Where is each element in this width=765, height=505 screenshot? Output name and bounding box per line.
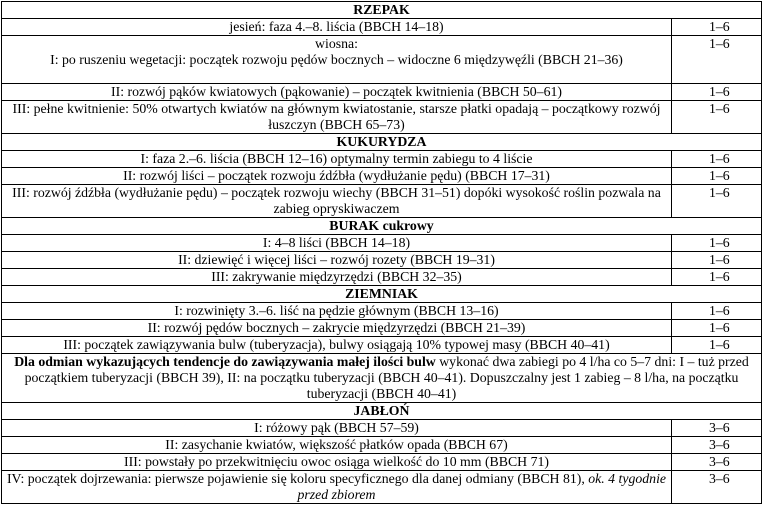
stage-text: II: dziewięć i więcej liści – rozwój rozety (BBCH 19–31) <box>2 252 672 269</box>
dose-value: 1–6 <box>672 185 762 218</box>
stage-text: III: zakrywanie międzyrzędzi (BBCH 32–35) <box>2 269 672 286</box>
dose-value: 1–6 <box>672 252 762 269</box>
section-title-ziemniak: ZIEMNIAK <box>2 286 762 303</box>
table-row <box>2 252 762 269</box>
dose-value: 1–6 <box>672 337 762 354</box>
stage-text: I: różowy pąk (BBCH 57–59) <box>2 420 672 437</box>
note-rest-text: wykonać dwa zabiegi po 4 l/ha co 5–7 dni: I – tuż przed początkiem tuberyzacji (BBCH 39), II: na początku tuberyzacji (BBCH 40–41). Dopuszczalny jest 1 zabieg – 8 l/ha, na początku tuberyzacji (BBCH 40–41) <box>24 354 749 401</box>
table-row <box>2 36 762 84</box>
table-row <box>2 19 762 36</box>
dose-value: 1–6 <box>672 320 762 337</box>
dose-value: 1–6 <box>672 36 762 84</box>
table-row <box>2 420 762 437</box>
dose-value: 1–6 <box>672 235 762 252</box>
stage-text: II: zasychanie kwiatów, większość płatków opada (BBCH 67) <box>2 437 672 454</box>
stage-text: I: rozwinięty 3.–6. liść na pędzie głównym (BBCH 13–16) <box>2 303 672 320</box>
stage-text: wiosna: I: po ruszeniu wegetacji: początek rozwoju pędów bocznych – widoczne 6 międzywęźli (BBCH 21–36) <box>2 36 672 84</box>
section-header-row <box>2 403 762 420</box>
section-header-row <box>2 2 762 19</box>
table-row <box>2 437 762 454</box>
table-row <box>2 454 762 471</box>
table-row <box>2 235 762 252</box>
section-header-row <box>2 286 762 303</box>
table-row <box>2 151 762 168</box>
stage-text: II: rozwój liści – początek rozwoju źdźbła (wydłużanie pędu) (BBCH 17–31) <box>2 168 672 185</box>
table-row <box>2 84 762 101</box>
section-title-kukurydza: KUKURYDZA <box>2 134 762 151</box>
table-row <box>2 320 762 337</box>
table-row <box>2 471 762 504</box>
dose-value: 3–6 <box>672 437 762 454</box>
stage-text: II: rozwój pąków kwiatowych (pąkowanie) – początek kwitnienia (BBCH 50–61) <box>2 84 672 101</box>
section-header-row <box>2 218 762 235</box>
stage-text: I: 4–8 liści (BBCH 14–18) <box>2 235 672 252</box>
stage-text <box>2 471 672 504</box>
table-row <box>2 168 762 185</box>
dose-value: 3–6 <box>672 454 762 471</box>
dose-value: 1–6 <box>672 269 762 286</box>
ziemniak-note <box>2 354 762 403</box>
stage-text: III: pełne kwitnienie: 50% otwartych kwiatów na głównym kwiatostanie, starsze płatki opadają – początkowy rozwój łuszczyn (BBCH 65–73) <box>2 101 672 134</box>
stage-text: III: powstały po przekwitnięciu owoc osiąga wielkość do 10 mm (BBCH 71) <box>2 454 672 471</box>
stage-text: III: początek zawiązywania bulw (tuberyzacja), bulwy osiągają 10% typowej masy (BBCH 40–41) <box>2 337 672 354</box>
table-row <box>2 269 762 286</box>
dose-value: 1–6 <box>672 151 762 168</box>
table-row <box>2 303 762 320</box>
section-header-row <box>2 134 762 151</box>
stage-text: III: rozwój źdźbła (wydłużanie pędu) – początek rozwoju wiechy (BBCH 31–51) dopóki wysokość roślin pozwala na zabieg opryskiwaczem <box>2 185 672 218</box>
stage-text: jesień: faza 4.–8. liścia (BBCH 14–18) <box>2 19 672 36</box>
note-bold-text: Dla odmian wykazujących tendencje do zawiązywania małej ilości bulw <box>14 354 436 369</box>
dose-value: 1–6 <box>672 84 762 101</box>
dose-value: 3–6 <box>672 420 762 437</box>
table-row <box>2 337 762 354</box>
section-title-burak: BURAK cukrowy <box>2 218 762 235</box>
section-title-jablon: JABŁOŃ <box>2 403 762 420</box>
stage-text-main: IV: początek dojrzewania: pierwsze pojawienie się koloru specyficznego dla danej odmiany (BBCH 81), <box>6 471 589 486</box>
dose-value: 1–6 <box>672 168 762 185</box>
stage-text: II: rozwój pędów bocznych – zakrycie międzyrzędzi (BBCH 21–39) <box>2 320 672 337</box>
note-row <box>2 354 762 403</box>
table-row <box>2 185 762 218</box>
stage-text: I: faza 2.–6. liścia (BBCH 12–16) optymalny termin zabiegu to 4 liście <box>2 151 672 168</box>
section-title-rzepak: RZEPAK <box>2 2 762 19</box>
dose-value: 3–6 <box>672 471 762 504</box>
dose-value: 1–6 <box>672 101 762 134</box>
stage-text-italic: ok. 4 tygodnie przed zbiorem <box>297 471 667 502</box>
table-row <box>2 101 762 134</box>
dose-value: 1–6 <box>672 19 762 36</box>
dose-value: 1–6 <box>672 303 762 320</box>
dosage-table <box>1 1 762 504</box>
